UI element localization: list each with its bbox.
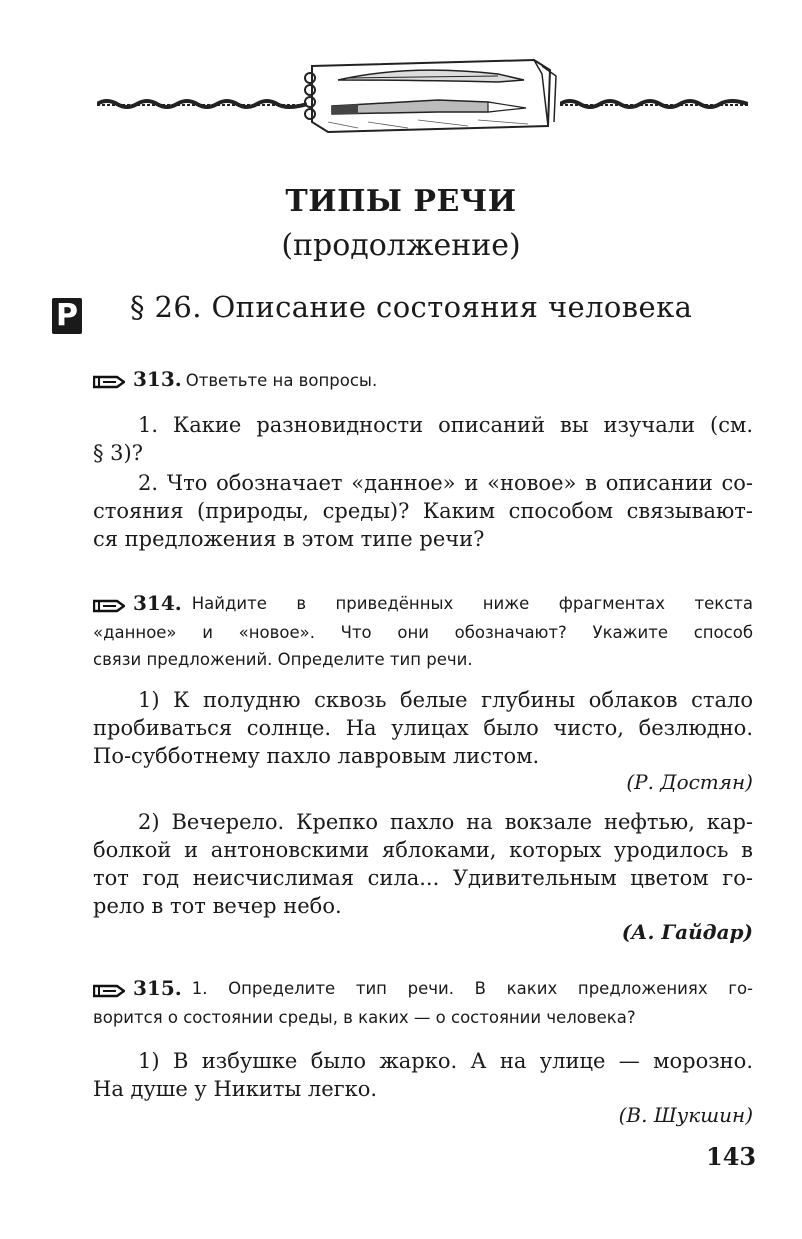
- pencil-icon: [93, 599, 125, 613]
- quill-pen-notebook-illustration: [298, 56, 560, 136]
- text-line: стояния (природы, среды)? Каким способом связывают-: [93, 499, 753, 523]
- text-line: 2. Что обозначает «данное» и «новое» в описании со-: [138, 471, 753, 495]
- task-315-header: [93, 975, 753, 1031]
- text-line: ся предложения в этом типе речи?: [93, 527, 485, 551]
- text-line: 1) К полудню сквозь белые глубины облаков стало: [138, 688, 753, 712]
- section-badge: Р: [52, 298, 82, 334]
- page-number: 143: [706, 1142, 757, 1171]
- text-line: На душе у Никиты легко.: [93, 1077, 378, 1101]
- text-line: 2) Вечерело. Крепко пахло на вокзале нефтью, кар-: [138, 810, 753, 834]
- task-314-text-2: [93, 808, 753, 944]
- text-line: 1. Какие разновидности описаний вы изучали (см.: [138, 413, 753, 437]
- page-title: ТИПЫ РЕЧИ: [285, 184, 517, 219]
- task-number: 314.: [133, 591, 182, 615]
- task-instruction: ворится о состоянии среды, в каких — о состоянии человека?: [93, 1008, 636, 1027]
- text-line: 1) В избушке было жарко. А на улице — морозно.: [138, 1049, 753, 1073]
- task-instruction: 1. Определите тип речи. В каких предложениях го-: [191, 979, 753, 998]
- task-313-header: [93, 366, 753, 395]
- task-number: 315.: [133, 976, 182, 1000]
- text-line: рело в тот вечер небо.: [93, 894, 342, 918]
- pencil-icon: [93, 375, 125, 389]
- task-instruction: Найдите в приведённых ниже фрагментах текста: [191, 594, 753, 613]
- header-ornament-right: [560, 98, 748, 110]
- task-number: 313.: [133, 367, 182, 391]
- text-line: пробиваться солнце. На улицах было чисто, безлюдно.: [93, 716, 753, 740]
- text-line: болкой и антоновскими яблоками, которых уродилось в: [93, 838, 753, 862]
- author-attribution: (Р. Достян): [626, 770, 753, 794]
- author-attribution: (А. Гайдар): [621, 920, 753, 944]
- section-heading: § 26. Описание состояния человека: [130, 290, 693, 324]
- text-line: тот год неисчислимая сила... Удивительным цветом го-: [93, 866, 753, 890]
- task-instruction: «данное» и «новое». Что они обозначают? Укажите способ: [93, 623, 753, 642]
- task-315-text-1: [93, 1047, 753, 1127]
- task-314-text-1: [93, 686, 753, 794]
- pencil-icon: [93, 984, 125, 998]
- page-subtitle: (продолжение): [281, 228, 521, 263]
- task-instruction: Ответьте на вопросы.: [185, 371, 378, 390]
- task-313-questions: [93, 411, 753, 553]
- text-line: § 3)?: [93, 441, 143, 465]
- task-instruction: связи предложений. Определите тип речи.: [93, 650, 473, 669]
- header-ornament-left: [97, 98, 307, 110]
- author-attribution: (В. Шукшин): [618, 1103, 753, 1127]
- task-314-header: [93, 590, 753, 673]
- text-line: По-субботнему пахло лавровым листом.: [93, 744, 540, 768]
